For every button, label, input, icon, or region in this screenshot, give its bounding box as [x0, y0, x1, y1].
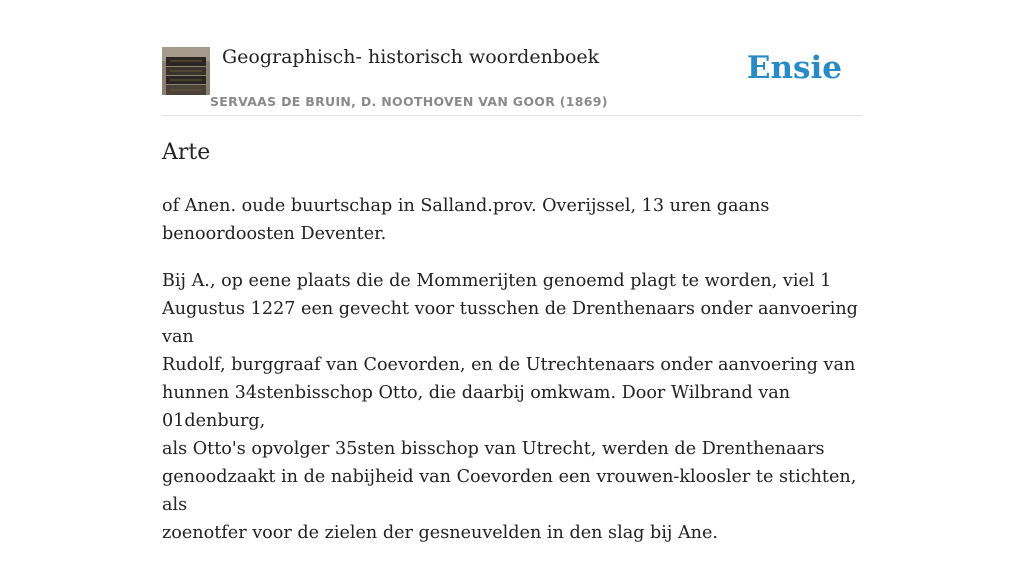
- ensie-logo[interactable]: Ensie: [746, 50, 842, 86]
- book-header: [162, 40, 862, 116]
- entry-paragraph: Bij A., op eene plaats die de Mommerijten genoemd plagt te worden, viel 1 Augustus 1227 een gevecht voor tusschen de Drenthenaars onder aanvoering van Rudolf, burggraaf van Coevorden, en de Utrechtenaars onder aanvoering van hunnen 34stenbisschop Otto, die daarbij omkwam. Door Wilbrand van 01denburg, als Otto's opvolger 35sten bisschop van Utrecht, werden de Drenthenaars genoodzaakt in de nabijheid van Coevorden een vrouwen-kloosler te stichten, als zoenotfer voor de zielen der gesneuvelden in den slag bij Ane.: [162, 271, 858, 543]
- entry-body: [162, 192, 862, 566]
- book-author: SERVAAS DE BRUIN, D. NOOTHOVEN VAN GOOR (1869): [210, 94, 608, 109]
- entry-paragraph: of Anen. oude buurtschap in Salland.prov. Overijssel, 13 uren gaans benoordoosten Deventer.: [162, 196, 770, 244]
- book-title-link[interactable]: Geographisch- historisch woordenboek: [222, 46, 600, 68]
- book-cover-icon[interactable]: [162, 47, 210, 95]
- entry-title: Arte: [162, 140, 211, 165]
